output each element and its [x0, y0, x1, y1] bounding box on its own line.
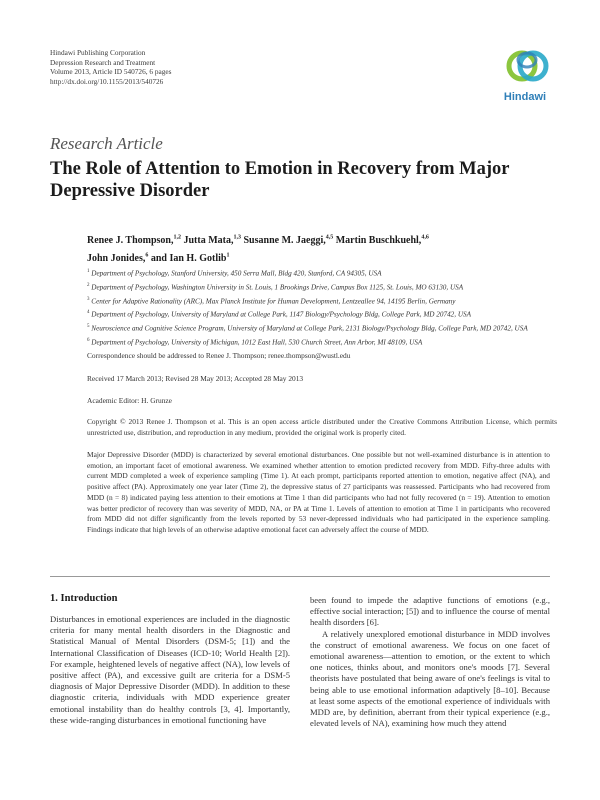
- author: and Ian H. Gotlib$^1$: [150, 252, 230, 265]
- journal-header: [50, 48, 171, 86]
- copyright-notice: Copyright © 2013 Renee J. Thompson et al. This is an open access article distributed under the Creative Commons Attribution License, which permits unrestricted use, distribution, and reproduction in any medium, provided the original work is properly cited.: [87, 417, 557, 437]
- doi-link[interactable]: http://dx.doi.org/10.1155/2013/540726: [50, 76, 164, 86]
- affiliation: $^1$ Department of Psychology, Stanford University, 450 Serra Mall, Bldg 420, Stanford, CA 94305, USA: [87, 269, 382, 278]
- journal-name: Depression Research and Treatment: [50, 57, 156, 67]
- affiliation: $^4$ Department of Psychology, University of Maryland at College Park, 1147 Biology/Psychology Bldg, College Park, MD 20742, USA: [87, 310, 472, 319]
- author: Jutta Mata,$^{1,3}$: [183, 235, 241, 247]
- abstract: Major Depressive Disorder (MDD) is characterized by several emotional disturbances. One possible but not well-examined disturbance is in attention to emotion, an important facet of emotional awareness. We examined whether attention to emotion predicted recovery from MDD. Fifty-three adults with current MDD completed a week of experience sampling (Time 1). At each prompt, participants reported attention to emotion, negative affect (NA), and positive affect (PA). Approximately one year later (Time 2), the depressive status of 27 participants was reassessed. Participants who had recovered from MDD (n = 8) indicated paying less attention to their emotions at Time 1 than did participants who had not fully recovered (n = 19). Attention to emotion was better predictor of recovery than was severity of MDD, NA, or PA at Time 1. Levels of attention to emotion at Time 1 in participants who recovered from MDD did not differ significantly from the levels reported by 53 never-depressed individuals who had participated in the experience sampling. Findings indicate that high levels of an otherwise adaptive emotional facet can adversely affect the course of MDD.: [87, 450, 550, 534]
- hindawi-logo-text: Hindawi: [503, 91, 547, 103]
- body-paragraph: been found to impede the adaptive functions of emotions (e.g., effective social interaction; [5]) and to influence the course of mental health disorders [6].: [310, 595, 550, 628]
- article-type: Research Article: [50, 134, 163, 153]
- affiliation: $^3$ Center for Adaptive Rationality (ARC), Max Planck Institute for Human Development, Lentzeallee 94, 14195 Berlin, Germany: [87, 296, 456, 305]
- section-heading: 1. Introduction: [50, 593, 118, 604]
- correspondence: Correspondence should be addressed to Renee J. Thompson; renee.thompson@wustl.edu: [87, 351, 351, 360]
- author: John Jonides,$^6$: [87, 252, 149, 265]
- affiliation: $^2$ Department of Psychology, Washington University in St. Louis, 1 Brookings Drive, Campus Box 1125, St. Louis, MO 63130, USA: [87, 282, 464, 292]
- body-column-right: [310, 595, 550, 729]
- volume-line: Volume 2013, Article ID 540726, 6 pages: [50, 67, 172, 77]
- section-divider: [50, 576, 550, 577]
- author-list: [87, 231, 557, 267]
- affiliation-list: [87, 266, 557, 349]
- affiliation: $^6$ Department of Psychology, University of Michigan, 1012 East Hall, 530 Church Street, Ann Arbor, MI 48109, USA: [87, 337, 423, 347]
- received-dates: Received 17 March 2013; Revised 28 May 2013; Accepted 28 May 2013: [87, 374, 304, 383]
- author: Renee J. Thompson,$^{1,2}$: [87, 235, 181, 247]
- body-column-left: [50, 614, 290, 726]
- author: Susanne M. Jaeggi,$^{4,5}$: [243, 235, 334, 247]
- author: Martin Buschkuehl,$^{4,6}$: [335, 235, 429, 247]
- publisher-line: Hindawi Publishing Corporation: [50, 48, 146, 57]
- academic-editor: Academic Editor: H. Grunze: [87, 396, 172, 405]
- body-paragraph: Disturbances in emotional experiences are included in the diagnostic criteria for many mental health disorders in the Diagnostic and Statistical Manual of Mental Disorders (DSM-5; [1]) and the International Classification of Diseases (ICD-10; World Health [2]). For example, heightened levels of negative affect (NA), low levels of positive affect (PA), and excessive guilt are criteria for a DSM-5 diagnosis of Major Depressive Disorder (MDD). In addition to these diagnostic criteria, individuals with MDD experience greater emotional instability than do healthy controls [3, 4]. Importantly, these wide-ranging disturbances in emotional functioning have: [50, 614, 290, 725]
- article-title: The Role of Attention to Emotion in Recovery from Major Depressive Disorder: [50, 159, 510, 201]
- body-paragraph: A relatively unexplored emotional disturbance in MDD involves the construct of emotional awareness. We focus on one facet of emotional awareness—attention to emotion, or the extent to which one notices, thinks about, and monitors one's moods [7]. Several theorists have postulated that being aware of one's feelings is vital to being able to use emotional information adaptively [8–10]. Because at least some aspects of the emotional experience of individuals with MDD are, by definition, aberrant from their typical experience (e.g., elevated levels of NA), examining how much they attend: [310, 628, 550, 729]
- affiliation: $^5$ Neuroscience and Cognitive Science Program, University of Maryland at College Park, 2131 Biology/Psychology Bldg, College Park, MD 20742, USA: [87, 324, 528, 333]
